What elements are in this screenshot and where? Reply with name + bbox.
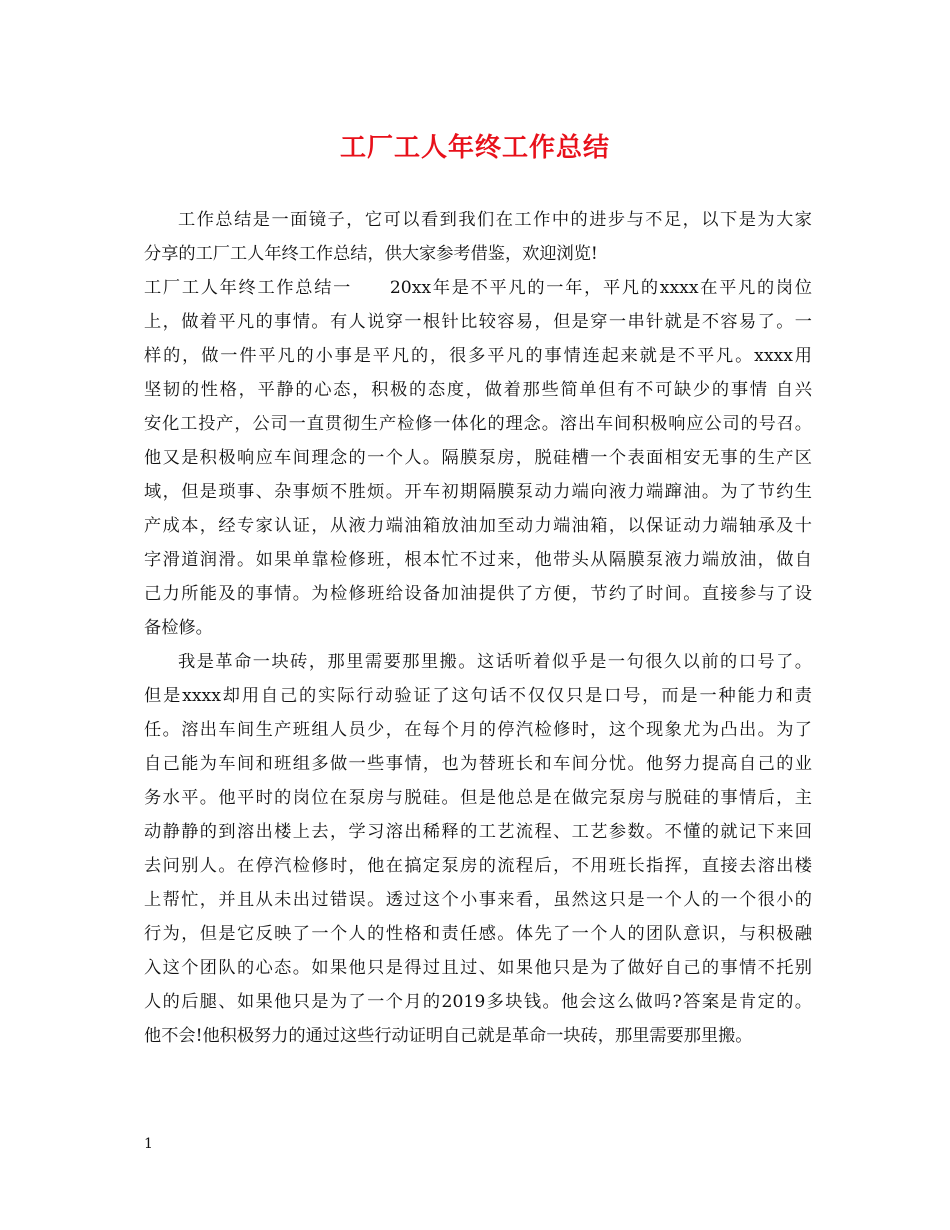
text-line: 安化工投产，公司一直贯彻生产检修一体化的理念。溶出车间积极响应公司的号召。 <box>144 414 812 434</box>
text-line: 去问别人。在停汽检修时，他在搞定泵房的流程后，不用班长指挥，直接去溶出楼 <box>144 856 812 876</box>
text-line: 他又是积极响应车间理念的一个人。隔膜泵房，脱硅槽一个表面相安无事的生产区 <box>144 448 812 468</box>
text-line: 己力所能及的事情。为检修班给设备加油提供了方便，节约了时间。直接参与了设 <box>144 584 812 604</box>
page-number: 1 <box>144 1136 153 1152</box>
text-line: 域，但是琐事、杂事烦不胜烦。开车初期隔膜泵动力端向液力端蹿油。为了节约生 <box>144 482 812 502</box>
text-line: 产成本，经专家认证，从液力端油箱放油加至动力端油箱，以保证动力端轴承及十 <box>144 516 812 536</box>
text-line: 入这个团队的心态。如果他只是得过且过、如果他只是为了做好自己的事情不托别 <box>144 958 812 978</box>
text-line: 动静静的到溶出楼上去，学习溶出稀释的工艺流程、工艺参数。不懂的就记下来回 <box>144 822 812 842</box>
text-line: 我是革命一块砖，那里需要那里搬。这话听着似乎是一句很久以前的口号了。 <box>178 652 812 672</box>
text-line: 自己能为车间和班组多做一些事情，也为替班长和车间分忧。他努力提高自己的业 <box>144 754 812 774</box>
text-line: 但是xxxx却用自己的实际行动验证了这句话不仅仅只是口号，而是一种能力和责 <box>144 686 812 706</box>
text-line: 工作总结是一面镜子，它可以看到我们在工作中的进步与不足，以下是为大家 <box>178 210 812 230</box>
text-line: 坚韧的性格，平静的心态，积极的态度，做着那些简单但有不可缺少的事情 自兴 <box>144 380 812 400</box>
text-line: 人的后腿、如果他只是为了一个月的2019多块钱。他会这么做吗?答案是肯定的。 <box>144 992 812 1012</box>
text-line: 任。溶出车间生产班组人员少，在每个月的停汽检修时，这个现象尤为凸出。为了 <box>144 720 812 740</box>
text-line: 务水平。他平时的岗位在泵房与脱硅。但是他总是在做完泵房与脱硅的事情后，主 <box>144 788 812 808</box>
text-line: 行为，但是它反映了一个人的性格和责任感。体先了一个人的团队意识，与积极融 <box>144 924 812 944</box>
text-line: 上帮忙，并且从未出过错误。透过这个小事来看，虽然这只是一个人的一个很小的 <box>144 890 812 910</box>
document-body <box>144 203 812 1053</box>
text-line: 样的，做一件平凡的小事是平凡的，很多平凡的事情连起来就是不平凡。xxxx用 <box>144 346 812 366</box>
text-line: 他不会!他积极努力的通过这些行动证明自己就是革命一块砖，那里需要那里搬。 <box>144 1026 753 1046</box>
text-line: 工厂工人年终工作总结一 20xx年是不平凡的一年，平凡的xxxx在平凡的岗位 <box>144 278 812 298</box>
text-line: 上，做着平凡的事情。有人说穿一根针比较容易，但是穿一串针就是不容易了。一 <box>144 312 812 332</box>
text-line: 字滑道润滑。如果单靠检修班，根本忙不过来，他带头从隔膜泵液力端放油，做自 <box>144 550 812 570</box>
text-line: 备检修。 <box>144 618 213 638</box>
document-title: 工厂工人年终工作总结 <box>339 133 610 163</box>
text-line: 分享的工厂工人年终工作总结，供大家参考借鉴，欢迎浏览! <box>144 244 598 264</box>
